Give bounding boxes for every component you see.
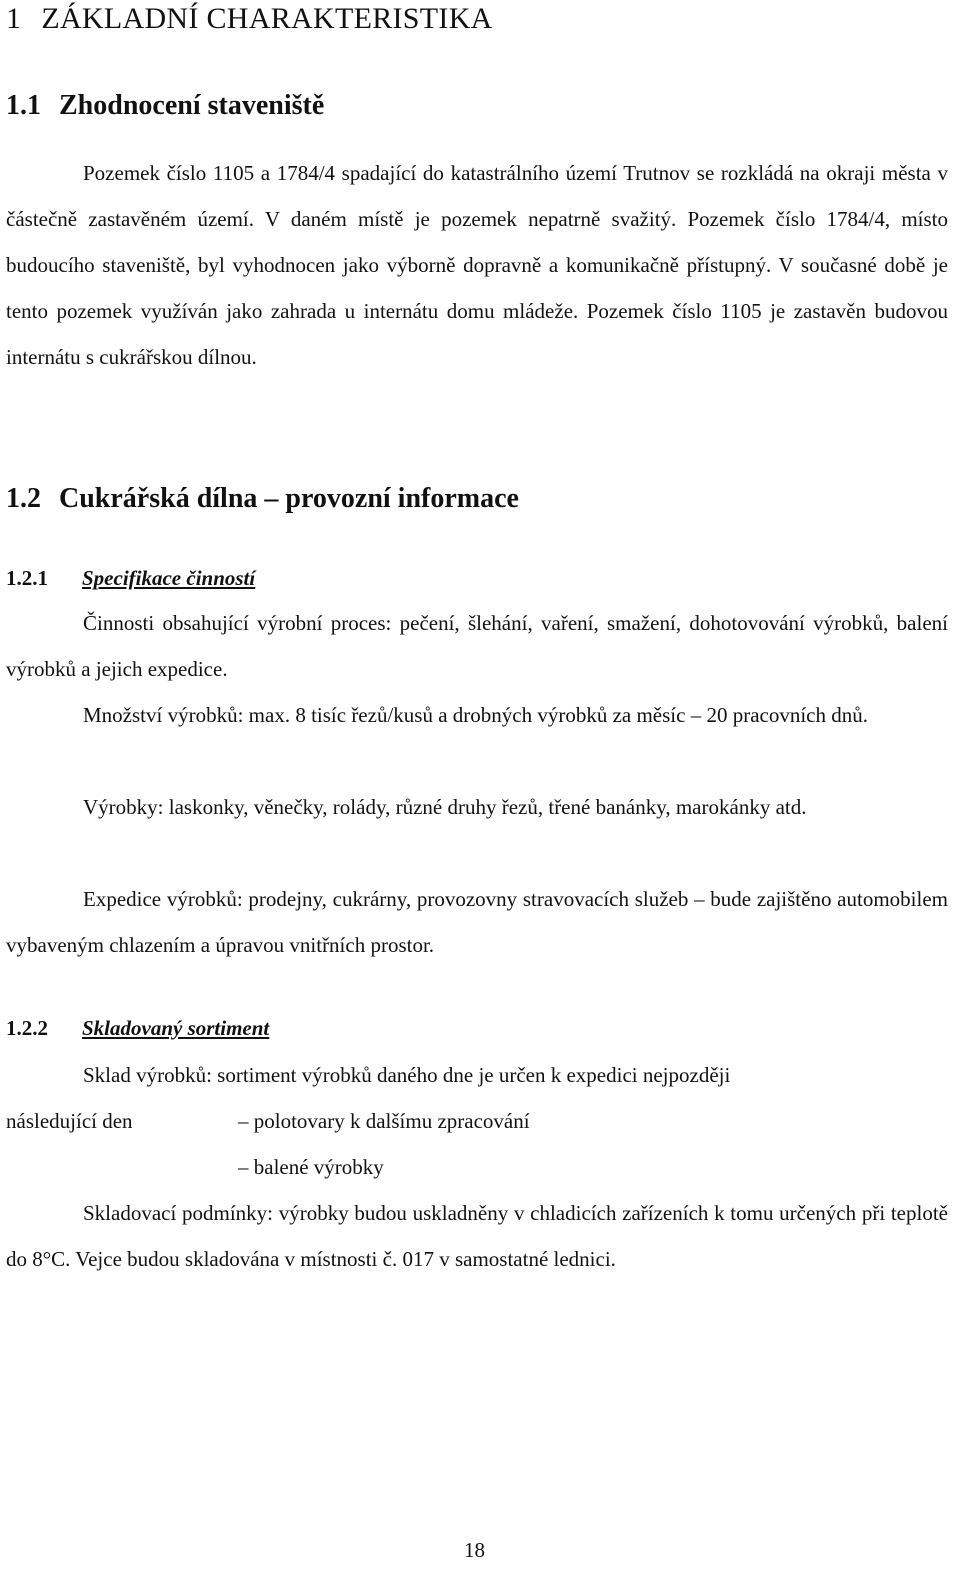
chapter-title: ZÁKLADNÍ CHARAKTERISTIKA xyxy=(41,2,493,35)
paragraph-staveniste: Pozemek číslo 1105 a 1784/4 spadající do katastrálního území Trutnov se rozkládá na okraji města v částečně zastavěném území. V daném místě je pozemek nepatrně svažitý. Pozemek číslo 1784/4, místo budoucího staveniště, byl vyhodnocen jako výborně dopravně a komunikačně přístupný. V současné době je tento pozemek využíván jako zahrada u internátu domu mládeže. Pozemek číslo 1105 je zastavěn budovou internátu s cukrářskou dílnou. xyxy=(6,161,948,369)
paragraph-cinnosti: Činnosti obsahující výrobní proces: pečení, šlehání, vaření, smažení, dohotovování výrobků, balení výrobků a jejich expedice. xyxy=(6,611,948,681)
subsection-title: Skladovaný sortiment xyxy=(82,1016,270,1040)
paragraph-expedice: Expedice výrobků: prodejny, cukrárny, provozovny stravovacích služeb – bude zajištěno automobilem vybaveným chlazením a úpravou vnitřních prostor. xyxy=(6,887,948,957)
page-number: 18 xyxy=(464,1538,485,1562)
section-number: 1.1 xyxy=(6,90,41,121)
section-title: Cukrářská dílna – provozní informace xyxy=(59,483,519,514)
paragraph-sklad: Sklad výrobků: sortiment výrobků daného dne je určen k expedici nejpozději xyxy=(83,1063,731,1087)
section-number: 1.2 xyxy=(6,483,41,514)
paragraph-mnozstvi: Množství výrobků: max. 8 tisíc řezů/kusů a drobných výrobků za měsíc – 20 pracovních dnů. xyxy=(83,703,868,727)
list-item: – balené výrobky xyxy=(238,1155,384,1179)
paragraph-skladovaci-podminky: Skladovací podmínky: výrobky budou uskladněny v chladicích zařízeních k tomu určených při teplotě do 8°C. Vejce budou skladována v místnosti č. 017 v samostatné lednici. xyxy=(6,1201,948,1271)
subsection-number: 1.2.1 xyxy=(6,566,48,590)
subsection-number: 1.2.2 xyxy=(6,1016,48,1040)
subsection-heading-1-2-1 xyxy=(6,566,255,591)
paragraph-sklad-continuation: následující den xyxy=(6,1109,133,1133)
list-item: – polotovary k dalšímu zpracování xyxy=(238,1109,530,1133)
chapter-number: 1 xyxy=(6,2,22,35)
subsection-title: Specifikace činností xyxy=(82,566,256,590)
section-heading-1-1 xyxy=(6,90,324,122)
section-title: Zhodnocení staveniště xyxy=(59,90,325,121)
paragraph-vyrobky: Výrobky: laskonky, věnečky, rolády, různé druhy řezů, třené banánky, marokánky atd. xyxy=(83,795,807,819)
chapter-heading xyxy=(6,2,493,36)
subsection-heading-1-2-2 xyxy=(6,1016,269,1041)
section-heading-1-2 xyxy=(6,483,519,515)
